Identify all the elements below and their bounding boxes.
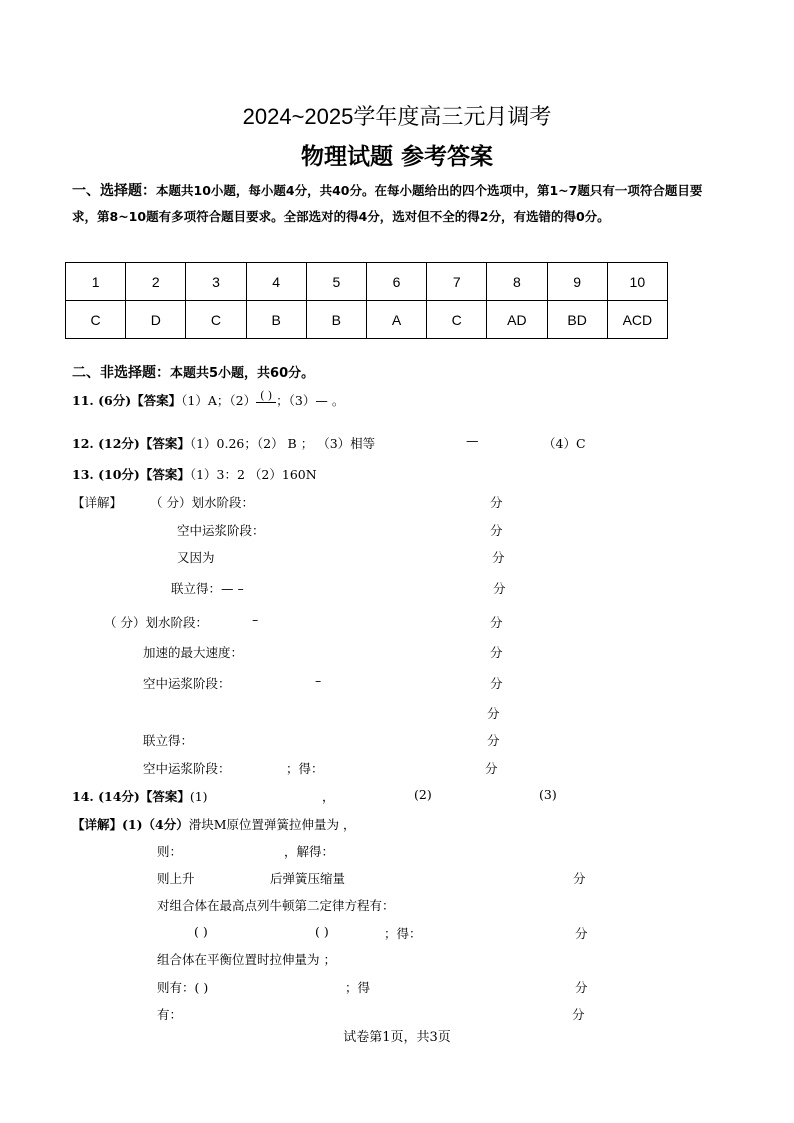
answer-tag: 【答案】	[139, 467, 190, 482]
answer-cell: D	[126, 301, 186, 339]
q13-detail-line10: 空中运浆阶段：	[143, 761, 231, 776]
q13-detail-line10-mid: ；得：	[286, 761, 324, 776]
section1-intro	[72, 178, 724, 230]
q13-detail-tag: 【详解】	[72, 495, 123, 510]
answer-cell: A	[366, 301, 426, 339]
score-mark: 分	[490, 495, 503, 510]
section1-instructions: 本题共10小题，每小题4分，共40分。在每小题给出的四个选项中，第1~7题只有一项符合题目要求，第8~10题有多项符合题目要求。全部选对的得4分，选对但不全的得2分，有选错的得0分。	[72, 183, 703, 224]
q14-answer3: (3)	[539, 787, 557, 802]
question-number-cell: 1	[66, 263, 126, 301]
q14-detail-line5c: ；得：	[384, 926, 422, 941]
q13-detail-line4	[171, 579, 244, 597]
score-mark: 分	[573, 871, 586, 886]
q14-label-number: 14. (14分)	[72, 789, 140, 804]
answer-table-answer-row	[66, 301, 668, 339]
q11-fraction-denominator	[256, 403, 276, 413]
q13-detail-line5: （ 分）划水阶段：	[104, 615, 208, 630]
q14-detail-line2a: 则：	[157, 844, 183, 859]
q13-detail-line7-dash: –	[315, 673, 322, 688]
answer-cell: C	[66, 301, 126, 339]
score-mark: 分	[490, 523, 503, 538]
score-mark: 分	[572, 1007, 585, 1022]
q14-answer2: (2)	[414, 787, 432, 802]
answer-table	[65, 262, 668, 339]
q13-line	[72, 465, 317, 483]
q13-detail-line4-dash: — –	[221, 581, 244, 596]
section2-intro	[72, 362, 314, 382]
section2-instructions: 本题共5小题，共60分。	[170, 366, 315, 381]
q11-part1: （1）A；（2）	[181, 393, 257, 408]
section1-heading: 一、选择题：	[72, 183, 156, 199]
question-number-cell: 10	[607, 263, 667, 301]
question-number-cell: 7	[427, 263, 487, 301]
score-mark: 分	[487, 733, 500, 748]
score-mark: 分	[485, 761, 498, 776]
q14-answer1: (1)	[189, 789, 208, 804]
q11-part2: ；（3）	[276, 393, 316, 408]
q12-label: 12. (12分)	[72, 436, 140, 451]
answer-cell: B	[246, 301, 306, 339]
q14-detail-tag: 【详解】(1)（4分）	[72, 817, 189, 832]
question-number-cell: 3	[186, 263, 246, 301]
question-number-cell: 9	[547, 263, 607, 301]
q12-dash: —	[466, 433, 479, 448]
score-mark: 分	[487, 706, 500, 721]
answer-key-title: 物理试题 参考答案	[300, 144, 493, 170]
q13-detail-line6: 加速的最大速度：	[143, 645, 244, 660]
q12-part1: （1）0.26；（2） B ； （3）相等	[189, 436, 376, 451]
q14-detail-line8: 有：	[157, 1007, 183, 1022]
q14-detail-line4: 对组合体在最高点列牛顿第二定律方程有：	[157, 898, 395, 913]
q11-fraction-numerator: ( )	[256, 390, 276, 403]
q11-label: 11. (6分)	[72, 393, 132, 408]
question-number-cell: 2	[126, 263, 186, 301]
q11-fraction	[256, 390, 276, 413]
score-mark: 分	[490, 615, 503, 630]
q14-detail-line5a: ( )	[194, 924, 208, 939]
answer-cell: AD	[487, 301, 547, 339]
q14-detail-line5b: ( )	[315, 924, 329, 939]
score-mark: 分	[575, 926, 588, 941]
q13-label: 13. (10分)	[72, 467, 140, 482]
answer-cell: BD	[547, 301, 607, 339]
answer-cell: C	[427, 301, 487, 339]
q13-detail-line7: 空中运浆阶段：	[143, 676, 231, 691]
q13-detail-line2: 空中运浆阶段：	[177, 523, 265, 538]
q13-detail-line3: 又因为	[177, 550, 215, 565]
q14-detail-line6: 组合体在平衡位置时拉伸量为 ；	[157, 952, 336, 967]
answer-tag: 【答案】	[139, 789, 190, 804]
answer-tag: 【答案】	[131, 393, 182, 408]
answer-cell: B	[306, 301, 366, 339]
question-number-cell: 5	[306, 263, 366, 301]
q12-part2: （4）C	[543, 436, 586, 451]
answer-tag: 【答案】	[139, 436, 190, 451]
q11-line	[72, 390, 344, 413]
question-number-cell: 8	[487, 263, 547, 301]
answer-cell: C	[186, 301, 246, 339]
section2-heading: 二、非选择题：	[72, 365, 170, 381]
q14-detail-line3a: 则上升	[157, 871, 195, 886]
score-mark: 分	[492, 550, 505, 565]
q14-detail-line3b: 后弹簧压缩量	[270, 871, 346, 886]
question-number-cell: 4	[246, 263, 306, 301]
exam-title: 2024~2025学年度高三元月调考	[242, 104, 552, 129]
q12-line	[72, 434, 375, 452]
q13-answer: （1）3：2 （2）160N	[189, 467, 317, 482]
score-mark: 分	[490, 645, 503, 660]
answer-cell: ACD	[607, 301, 667, 339]
answer-table-number-row	[66, 263, 668, 301]
q13-detail-line5-dash: –	[252, 612, 259, 627]
q13-detail-line4-text: 联立得：	[171, 581, 222, 596]
q11-part3: 。	[327, 393, 345, 408]
q14-line	[72, 787, 208, 805]
q14-detail-line1	[72, 815, 356, 833]
q14-detail-line7b: ；得	[345, 980, 371, 995]
score-mark: 分	[493, 581, 506, 596]
score-mark: 分	[575, 980, 588, 995]
page-footer: 试卷第1页，共3页	[343, 1030, 451, 1045]
q14-detail-line2b: ，解得：	[284, 844, 335, 859]
q13-detail-line9: 联立得：	[143, 733, 194, 748]
q11-dash: —	[315, 393, 328, 408]
q13-detail-line1: （ 分）划水阶段：	[150, 495, 254, 510]
score-mark: 分	[490, 676, 503, 691]
question-number-cell: 6	[366, 263, 426, 301]
q14-detail-text1: 滑块M原位置弹簧拉伸量为 ，	[188, 817, 356, 832]
q14-detail-line7a: 则有：( )	[157, 980, 209, 995]
q14-answer-comma: ，	[322, 789, 335, 804]
